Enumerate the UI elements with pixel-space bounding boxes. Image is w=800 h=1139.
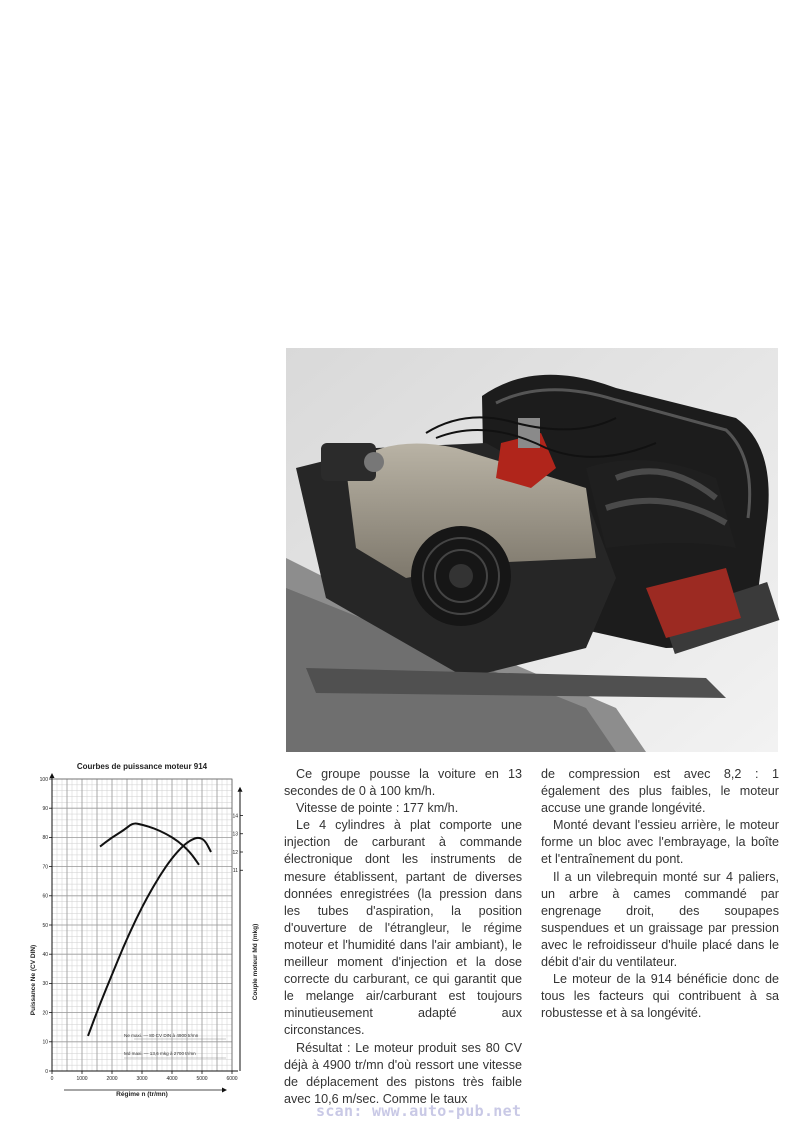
legend-power: Ne maxi. — 80 CV DIN à 4900 tr/mn (124, 1033, 199, 1038)
y-tick-label: 60 (42, 893, 48, 900)
chart-plot (26, 762, 258, 1102)
power-curve-chart (26, 762, 258, 1102)
paragraph: Monté devant l'essieu arrière, le moteur forme un bloc avec l'embrayage, la boîte et l'entraînement du pont. (541, 818, 779, 867)
x-tick-label: 1000 (76, 1076, 88, 1082)
y-tick-label: 40 (42, 952, 48, 958)
paragraph: Résultat : Le moteur produit ses 80 CV déjà à 4900 tr/mn d'où ressort une vitesse de déplacement des pistons très faible avec 10,6 m/sec. Comme le taux (284, 1040, 522, 1106)
paragraph: Vitesse de pointe : 177 km/h. (296, 801, 459, 816)
chart-title: Courbes de puissance moteur 914 (76, 762, 208, 771)
paragraph: Le moteur de la 914 bénéficie donc de tous les facteurs qui contribuent à sa robustesse et à sa longévité. (541, 972, 779, 1021)
left-axis-label: Puissance Ne (CV DIN) (30, 944, 37, 1016)
paragraph: Il a un vilebrequin monté sur 4 paliers, un arbre à cames commandé par engrenage droit, des soupapes suspendues et un graissage par pression avec le refroidisseur d'huile placé dans le débit d'air du ventilateur. (541, 869, 779, 970)
x-tick-label: 3000 (136, 1076, 148, 1082)
x-tick-label: 4000 (166, 1076, 178, 1082)
y2-tick-label: 12 (232, 849, 238, 856)
legend-torque: Md maxi. — 13,6 mkg à 2700 tr/mn (124, 1051, 196, 1056)
y-tick-label: 80 (42, 835, 48, 842)
right-axis-label: Couple moteur Md (mkg) (252, 923, 259, 1001)
x-axis-label: Régime n (tr/mn) (116, 1091, 168, 1098)
y2-tick-label: 11 (232, 868, 238, 875)
paragraph: Le 4 cylindres à plat comporte une injection de carburant à commande électronique dont les instruments de mesure établissent, partant de diverses données enregistrées (la pression dans les tubes d'aspiration, la position d'ouverture de l'étrangleur, le régime moteur et l'humidité dans l'air ambiant), le meilleur moment d'injection et la dose correcte du carburant, ce qui garantit que le melange air/carburant est toujours minutieusement adapté aux circonstances. (284, 818, 522, 1038)
left-axis-arrow (50, 773, 55, 778)
paragraph: de compression est avec 8,2 : 1 également des plus faibles, le moteur accuse une grande longévité. (541, 767, 779, 816)
x-label-arrow-head (222, 1088, 227, 1093)
x-tick-label: 2000 (106, 1076, 118, 1082)
right-axis-arrow (238, 787, 243, 792)
y-tick-label: 100 (39, 776, 48, 783)
scan-watermark: scan: www.auto-pub.net (316, 1102, 522, 1120)
x-tick-label: 0 (50, 1076, 54, 1082)
y-tick-label: 70 (42, 864, 48, 871)
y-tick-label: 0 (45, 1068, 48, 1075)
x-tick-label: 6000 (226, 1076, 238, 1082)
y-tick-label: 90 (42, 806, 48, 812)
y-tick-label: 50 (42, 922, 48, 929)
engine-photo (286, 348, 778, 752)
paragraph: Ce groupe pousse la voiture en 13 secondes de 0 à 100 km/h. (284, 767, 522, 799)
text-column-2 (541, 766, 779, 1022)
y2-tick-label: 14 (232, 813, 238, 820)
y2-tick-label: 13 (232, 831, 238, 838)
text-column-1 (284, 766, 522, 1108)
y-tick-label: 30 (42, 981, 48, 988)
y-tick-label: 20 (42, 1010, 48, 1017)
y-tick-label: 10 (42, 1039, 48, 1046)
x-tick-label: 5000 (196, 1076, 208, 1082)
